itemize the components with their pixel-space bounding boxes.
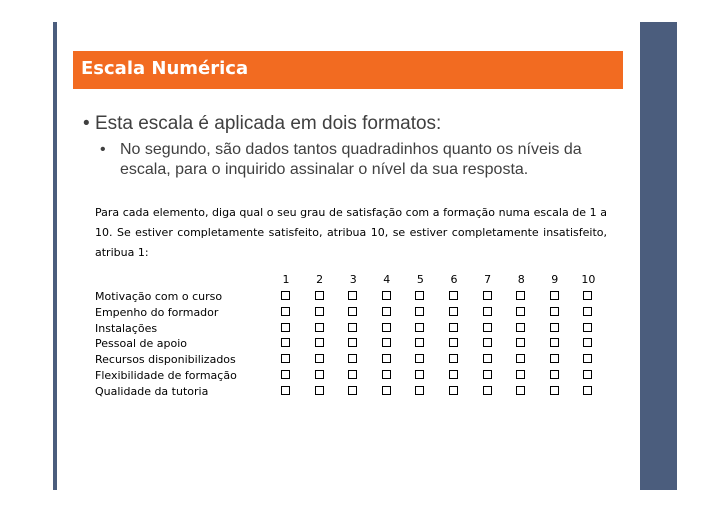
rating-checkbox[interactable] [415,291,424,300]
rating-checkbox[interactable] [415,370,424,379]
slide-title: Escala Numérica [81,58,249,79]
sub-bullet-text: No segundo, são dados tantos quadradinhos quanto os níveis da escala, para o inquirido assinalar o nível da sua resposta. [120,141,582,178]
rating-checkbox[interactable] [315,354,324,363]
rating-checkbox[interactable] [281,338,290,347]
rating-checkbox[interactable] [449,323,458,332]
sub-bullet [100,140,625,180]
rating-checkbox[interactable] [550,354,559,363]
rating-checkbox[interactable] [348,354,357,363]
scale-number: 4 [383,273,391,286]
rating-checkbox[interactable] [483,291,492,300]
scale-number: 8 [517,273,525,286]
rating-checkbox[interactable] [550,291,559,300]
rating-checkbox[interactable] [483,370,492,379]
rating-checkbox[interactable] [449,370,458,379]
rating-checkbox[interactable] [550,307,559,316]
rating-checkbox[interactable] [449,307,458,316]
rating-checkbox[interactable] [281,370,290,379]
rating-item-label: Motivação com o curso [95,290,223,303]
rating-item-label: Instalações [95,321,158,335]
rating-checkbox[interactable] [315,307,324,316]
rating-checkbox[interactable] [449,354,458,363]
rating-checkbox[interactable] [281,354,290,363]
rating-checkbox[interactable] [382,386,391,395]
rating-row [95,368,607,384]
title-banner [73,51,623,89]
rating-item-label: Recursos disponibilizados [95,353,236,367]
rating-checkbox[interactable] [516,291,525,300]
rating-checkbox[interactable] [550,323,559,332]
rating-checkbox[interactable] [315,386,324,395]
rating-item-label: Flexibilidade de formação [95,368,237,382]
main-bullet-text: Esta escala é aplicada em dois formatos: [94,113,442,134]
rating-checkbox[interactable] [315,323,324,332]
rating-checkbox[interactable] [382,291,391,300]
rating-checkbox[interactable] [449,291,458,300]
rating-checkbox[interactable] [483,386,492,395]
rating-row [95,336,607,352]
rating-checkbox[interactable] [516,354,525,363]
rating-checkbox[interactable] [315,338,324,347]
rating-form-example [95,203,607,398]
rating-checkbox[interactable] [415,307,424,316]
rating-checkbox[interactable] [449,338,458,347]
rating-row [95,352,607,368]
rating-checkbox[interactable] [348,291,357,300]
rating-checkbox[interactable] [415,354,424,363]
rating-checkbox[interactable] [281,386,290,395]
rating-checkbox[interactable] [348,386,357,395]
scale-number: 2 [316,273,324,286]
rating-checkbox[interactable] [516,338,525,347]
rating-checkbox[interactable] [583,386,592,395]
rating-rows [95,289,607,400]
rating-checkbox[interactable] [415,386,424,395]
rating-checkbox[interactable] [516,370,525,379]
rating-checkbox[interactable] [583,370,592,379]
rating-checkbox[interactable] [449,386,458,395]
scale-number: 6 [450,273,458,286]
scale-number: 3 [349,273,357,286]
scale-number: 10 [581,273,596,286]
rating-checkbox[interactable] [315,370,324,379]
rating-checkbox[interactable] [281,291,290,300]
sub-bullet-dot: • [100,141,106,158]
rating-checkbox[interactable] [382,307,391,316]
scale-header [95,273,607,287]
rating-checkbox[interactable] [415,338,424,347]
rating-checkbox[interactable] [415,323,424,332]
rating-checkbox[interactable] [583,323,592,332]
rating-checkbox[interactable] [382,370,391,379]
rating-checkbox[interactable] [483,307,492,316]
rating-checkbox[interactable] [516,323,525,332]
rating-checkbox[interactable] [382,323,391,332]
rating-checkbox[interactable] [550,370,559,379]
scale-number: 1 [282,273,290,286]
rating-checkbox[interactable] [583,354,592,363]
rating-checkbox[interactable] [382,354,391,363]
rating-row [95,384,607,400]
rating-item-label: Pessoal de apoio [95,337,187,351]
rating-checkbox[interactable] [583,338,592,347]
bullet-dot: • [83,113,95,134]
rating-checkbox[interactable] [281,307,290,316]
rating-row [95,305,607,321]
rating-checkbox[interactable] [516,386,525,395]
rating-item-label: Qualidade da tutoria [95,384,209,398]
rating-checkbox[interactable] [348,370,357,379]
left-accent-bar [53,22,57,490]
rating-checkbox[interactable] [550,386,559,395]
rating-checkbox[interactable] [315,291,324,300]
right-accent-bar [640,22,677,490]
rating-checkbox[interactable] [550,338,559,347]
rating-row [95,321,607,337]
rating-checkbox[interactable] [583,307,592,316]
rating-checkbox[interactable] [348,338,357,347]
rating-checkbox[interactable] [583,291,592,300]
rating-checkbox[interactable] [281,323,290,332]
rating-row [95,289,607,305]
rating-checkbox[interactable] [483,323,492,332]
form-instruction: Para cada elemento, diga qual o seu grau de satisfação com a formação numa escala de 1 a 10. Se estiver completamente satisfeito, atribua 10, se estiver completamente insatisfeito, atribua 1: [95,206,607,259]
scale-number: 5 [416,273,424,286]
rating-checkbox[interactable] [516,307,525,316]
rating-item-label: Empenho do formador [95,305,219,319]
scale-number: 9 [551,273,559,286]
rating-checkbox[interactable] [348,307,357,316]
rating-checkbox[interactable] [348,323,357,332]
rating-checkbox[interactable] [483,338,492,347]
main-bullet [83,113,441,135]
scale-number: 7 [484,273,492,286]
rating-checkbox[interactable] [483,354,492,363]
rating-checkbox[interactable] [382,338,391,347]
